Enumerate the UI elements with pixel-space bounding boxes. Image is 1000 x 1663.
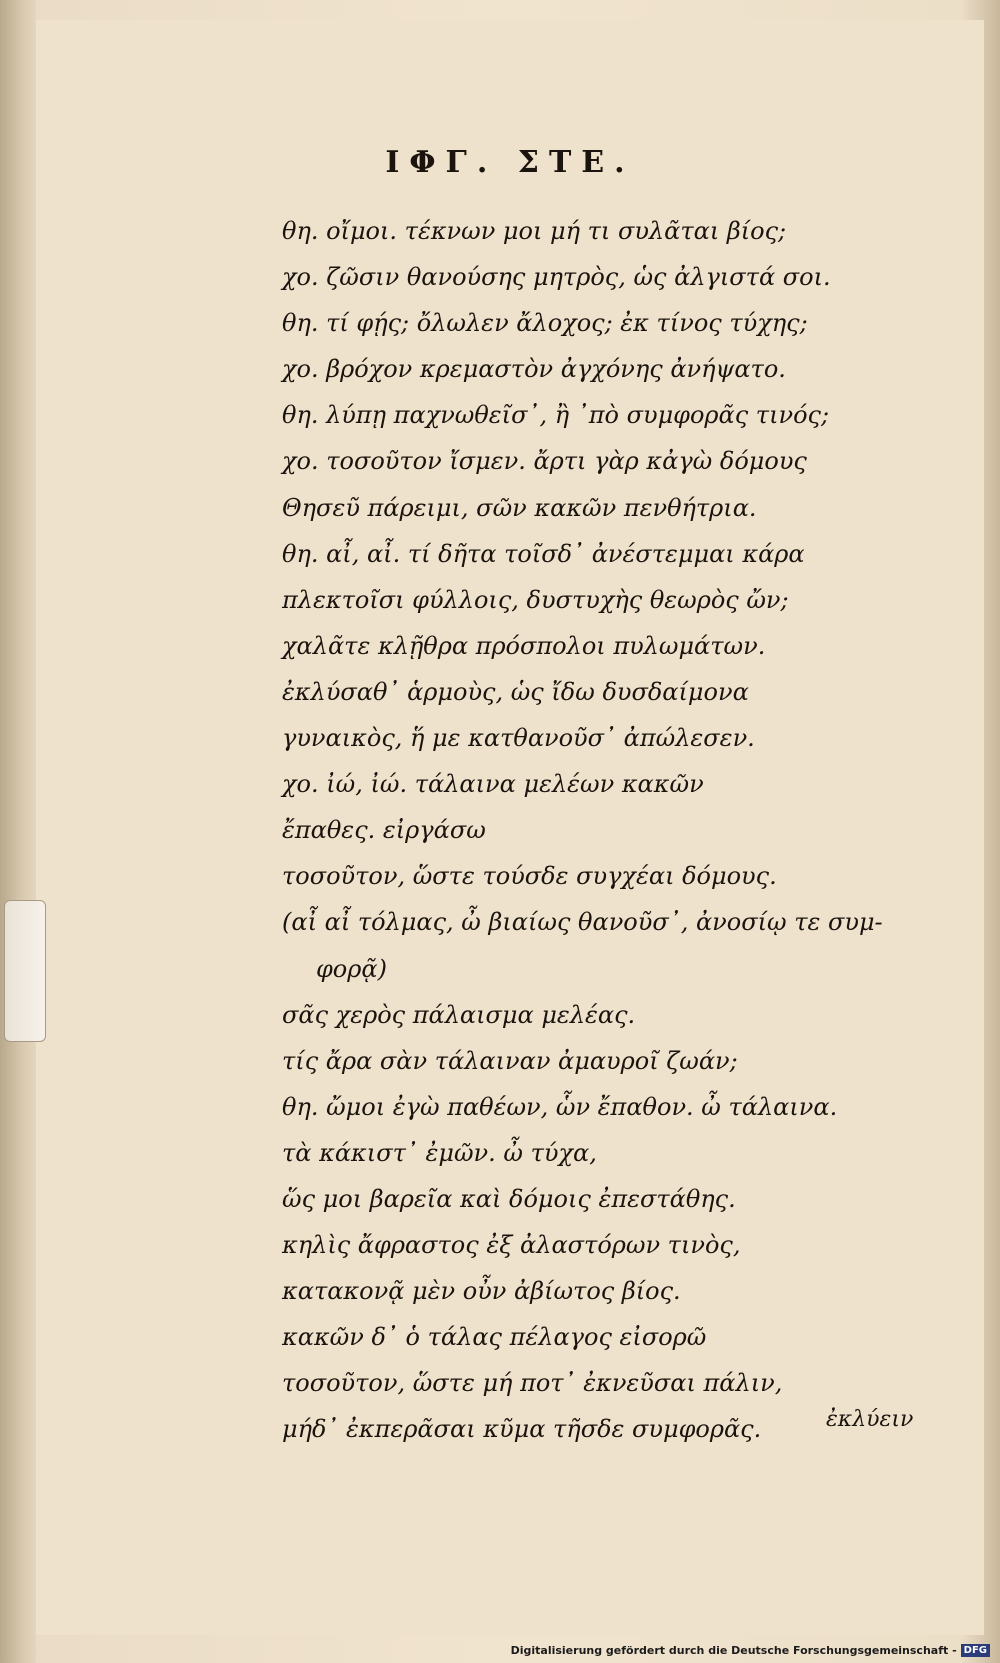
verse-line: χο. βρόχον κρεμαστὸν ἀγχόνης ἀνήψατο. (282, 355, 786, 384)
dfg-logo: DFG (961, 1644, 990, 1657)
verse-line: ὥς μοι βαρεῖα καὶ δόμοις ἐπεστάθης. (282, 1184, 736, 1213)
verse-line: ἐκλύσαθ᾽ ἁρμοὺς, ὡς ἴδω δυσδαίμονα (282, 677, 749, 706)
verse-line: πλεκτοῖσι φύλλοις, δυστυχὴς θεωρὸς ὤν; (282, 585, 789, 614)
verse-line: κακῶν δ᾽ ὁ τάλας πέλαγος εἰσορῶ (282, 1323, 707, 1352)
digitization-credit (511, 1644, 990, 1657)
verse-line: θη. αἶ, αἶ. τί δῆτα τοῖσδ᾽ ἀνέστεμμαι κάρα (282, 539, 805, 568)
verse-line: τοσοῦτον, ὥστε μή ποτ᾽ ἐκνεῦσαι πάλιν, (282, 1369, 783, 1398)
book-page (36, 20, 984, 1635)
verse-block (282, 208, 922, 1453)
verse-line: χο. τοσοῦτον ἴσμεν. ἄρτι γὰρ κἀγὼ δόμους (282, 447, 807, 476)
verse-line: θη. ὤμοι ἐγὼ παθέων, ὧν ἔπαθον. ὦ τάλαινα. (282, 1092, 838, 1121)
catchword: ἐκλύειν (826, 1407, 914, 1432)
verse-line: (αἶ αἶ τόλμας, ὦ βιαίως θανοῦσ᾽, ἀνοσίῳ τε συμ- (282, 908, 883, 937)
verse-line: κηλὶς ἄφραστος ἐξ ἀλαστόρων τινὸς, (282, 1231, 741, 1260)
verse-line: χαλᾶτε κλῇθρα πρόσπολοι πυλωμάτων. (282, 631, 766, 660)
verse-line: σᾶς χερὸς πάλαισμα μελέας. (282, 1000, 636, 1029)
verse-line: χο. ζῶσιν θανούσης μητρὸς, ὡς ἀλγιστά σοι. (282, 263, 831, 292)
page-edge (0, 0, 36, 1663)
verse-line: γυναικὸς, ἥ με κατθανοῦσ᾽ ἀπώλεσεν. (282, 724, 755, 753)
verse-line: φορᾷ) (316, 954, 387, 983)
verse-line: ἔπαθες. εἰργάσω (282, 816, 486, 845)
binding-clip (4, 900, 46, 1042)
credit-text: Digitalisierung gefördert durch die Deutsche Forschungsgemeinschaft - (510, 1644, 957, 1657)
verse-line: τὰ κάκιστ᾽ ἐμῶν. ὦ τύχα, (282, 1138, 597, 1167)
running-header: ΙΦΓ. ΣΤΕ. (385, 145, 635, 180)
verse-line: μήδ᾽ ἐκπερᾶσαι κῦμα τῆσδε συμφορᾶς. (282, 1415, 762, 1444)
verse-line: θη. τί φῄς; ὄλωλεν ἄλοχος; ἐκ τίνος τύχης; (282, 309, 808, 338)
verse-line: θη. οἴμοι. τέκνων μοι μή τι συλᾶται βίος; (282, 217, 787, 245)
verse-line: τοσοῦτον, ὥστε τούσδε συγχέαι δόμους. (282, 862, 777, 891)
verse-line: τίς ἄρα σὰν τάλαιναν ἀμαυροῖ ζωάν; (282, 1046, 738, 1075)
verse-line: θη. λύπῃ παχνωθεῖσ᾽, ἢ ᾽πὸ συμφορᾶς τινός; (282, 401, 830, 430)
verse-line: Θησεῦ πάρειμι, σῶν κακῶν πενθήτρια. (282, 493, 757, 522)
verse-line: κατακονᾷ μὲν οὖν ἀβίωτος βίος. (282, 1277, 681, 1306)
verse-line: χο. ἰώ, ἰώ. τάλαινα μελέων κακῶν (282, 770, 704, 799)
